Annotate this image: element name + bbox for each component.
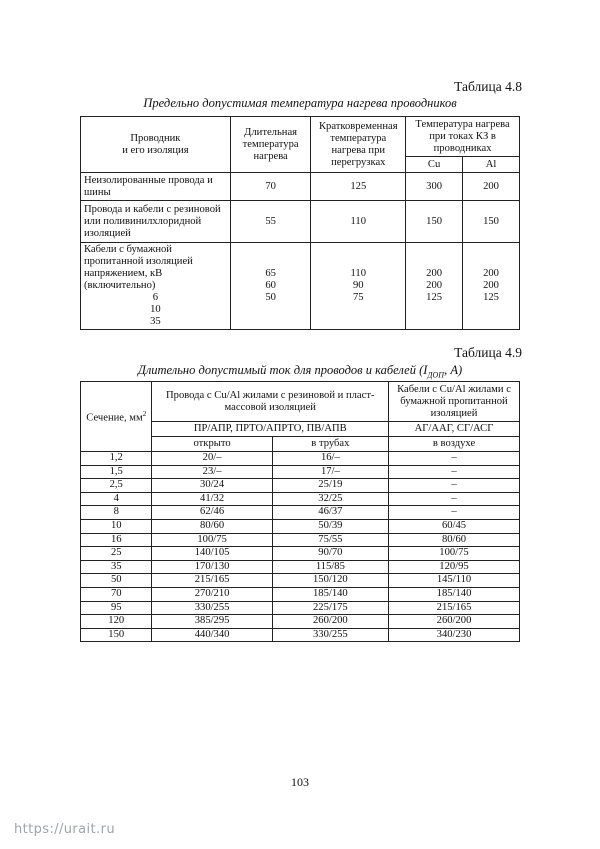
cell-section: 35 bbox=[81, 560, 152, 574]
paper-cont bbox=[230, 243, 311, 330]
header-section-text: Сечение, мм bbox=[86, 412, 143, 424]
table-row bbox=[81, 492, 520, 506]
cell-pipes: 17/– bbox=[272, 465, 388, 479]
row-cont: 55 bbox=[230, 201, 311, 243]
value: 60 bbox=[265, 280, 276, 291]
table-4-9-caption bbox=[80, 363, 520, 380]
value: 90 bbox=[352, 280, 364, 291]
cell-pipes: 46/37 bbox=[272, 506, 388, 520]
header-group-rubber: Провода с Cu/Al жилами с резиновой и пласт-массовой изоляцией bbox=[152, 382, 389, 422]
cell-air: 100/75 bbox=[389, 547, 520, 561]
header-brands-wires: ПР/АПР, ПРТО/АПРТО, ПВ/АПВ bbox=[152, 422, 389, 437]
cell-pipes: 75/55 bbox=[272, 533, 388, 547]
cell-air: 145/110 bbox=[389, 574, 520, 588]
table-row bbox=[81, 519, 520, 533]
header-air: в воздухе bbox=[389, 437, 520, 452]
caption-end: , А) bbox=[444, 363, 463, 377]
cell-air: 80/60 bbox=[389, 533, 520, 547]
table-row bbox=[81, 615, 520, 629]
row-cont: 70 bbox=[230, 173, 311, 201]
value: 110 bbox=[350, 268, 367, 279]
cell-open: 23/– bbox=[152, 465, 272, 479]
table-4-8-label: Таблица 4.8 bbox=[454, 79, 522, 94]
row-cu: 150 bbox=[406, 201, 463, 243]
cell-pipes: 90/70 bbox=[272, 547, 388, 561]
cell-section: 150 bbox=[81, 628, 152, 642]
cell-pipes: 32/25 bbox=[272, 492, 388, 506]
voltage-35: 35 bbox=[150, 316, 161, 327]
cell-air: – bbox=[389, 479, 520, 493]
header-conductor-line2: и его изоляция bbox=[122, 144, 189, 156]
header-cu: Cu bbox=[406, 157, 463, 173]
cell-section: 95 bbox=[81, 601, 152, 615]
cell-pipes: 330/255 bbox=[272, 628, 388, 642]
cell-pipes: 150/120 bbox=[272, 574, 388, 588]
voltage-10: 10 bbox=[150, 304, 161, 315]
cell-open: 330/255 bbox=[152, 601, 272, 615]
header-brands-cables: АГ/ААГ, СГ/АСГ bbox=[389, 422, 520, 437]
cell-section: 120 bbox=[81, 615, 152, 629]
header-section bbox=[81, 382, 152, 452]
cell-pipes: 115/85 bbox=[272, 560, 388, 574]
cell-open: 100/75 bbox=[152, 533, 272, 547]
header-conductor bbox=[81, 117, 231, 173]
table-row bbox=[81, 560, 520, 574]
header-short-temp: Кратковременная температура нагрева при перегрузках bbox=[311, 117, 406, 173]
paper-cu bbox=[406, 243, 463, 330]
paper-cables-cell bbox=[81, 243, 231, 330]
header-short-circuit-temp: Температура нагрева при токах КЗ в проводниках bbox=[406, 117, 520, 157]
cell-air: 340/230 bbox=[389, 628, 520, 642]
table-row bbox=[81, 547, 520, 561]
row-name: Неизолированные провода и шины bbox=[81, 173, 231, 201]
cell-air: 185/140 bbox=[389, 587, 520, 601]
cell-air: – bbox=[389, 465, 520, 479]
cell-pipes: 16/– bbox=[272, 452, 388, 466]
value: 75 bbox=[352, 292, 364, 303]
cell-open: 140/105 bbox=[152, 547, 272, 561]
header-pipes: в трубах bbox=[272, 437, 388, 452]
value: 50 bbox=[265, 292, 276, 303]
cell-open: 440/340 bbox=[152, 628, 272, 642]
row-name: Провода и кабели с резиновой или поливинилхлоридной изоляцией bbox=[81, 201, 231, 243]
cell-open: 80/60 bbox=[152, 519, 272, 533]
table-4-8-caption: Предельно допустимая температура нагрева проводников bbox=[143, 96, 457, 110]
table-row bbox=[81, 452, 520, 466]
cell-section: 16 bbox=[81, 533, 152, 547]
table-4-8 bbox=[80, 116, 520, 330]
cell-open: 170/130 bbox=[152, 560, 272, 574]
cell-open: 20/– bbox=[152, 452, 272, 466]
table-row bbox=[81, 479, 520, 493]
cell-open: 270/210 bbox=[152, 587, 272, 601]
cell-section: 4 bbox=[81, 492, 152, 506]
header-open: открыто bbox=[152, 437, 272, 452]
cell-open: 41/32 bbox=[152, 492, 272, 506]
cell-air: – bbox=[389, 492, 520, 506]
paper-short bbox=[311, 243, 406, 330]
cell-section: 70 bbox=[81, 587, 152, 601]
cell-section: 2,5 bbox=[81, 479, 152, 493]
table-row bbox=[81, 201, 520, 243]
table-row bbox=[81, 601, 520, 615]
value: 125 bbox=[483, 292, 499, 303]
cell-air: 120/95 bbox=[389, 560, 520, 574]
cell-air: 60/45 bbox=[389, 519, 520, 533]
value: 200 bbox=[426, 280, 443, 291]
cell-air: – bbox=[389, 452, 520, 466]
cell-section: 25 bbox=[81, 547, 152, 561]
table-row bbox=[81, 533, 520, 547]
cell-section: 10 bbox=[81, 519, 152, 533]
paper-al bbox=[463, 243, 520, 330]
header-section-sup: 2 bbox=[142, 410, 147, 419]
page-number: 103 bbox=[291, 775, 309, 789]
voltage-6: 6 bbox=[152, 292, 159, 303]
value: 200 bbox=[483, 268, 499, 279]
cell-air: 215/165 bbox=[389, 601, 520, 615]
table-4-9 bbox=[80, 381, 520, 642]
value: 65 bbox=[265, 268, 276, 279]
table-row bbox=[81, 173, 520, 201]
cell-open: 62/46 bbox=[152, 506, 272, 520]
cell-section: 1,5 bbox=[81, 465, 152, 479]
cell-pipes: 185/140 bbox=[272, 587, 388, 601]
cell-open: 30/24 bbox=[152, 479, 272, 493]
caption-text: Длительно допустимый ток для проводов и кабелей (I bbox=[137, 363, 428, 377]
cell-air: 260/200 bbox=[389, 615, 520, 629]
header-conductor-line1: Проводник bbox=[130, 132, 181, 144]
cell-pipes: 25/19 bbox=[272, 479, 388, 493]
table-row-paper-cables bbox=[81, 243, 520, 330]
cell-pipes: 260/200 bbox=[272, 615, 388, 629]
value: 200 bbox=[483, 280, 499, 291]
row-cu: 300 bbox=[406, 173, 463, 201]
cell-pipes: 225/175 bbox=[272, 601, 388, 615]
cell-section: 1,2 bbox=[81, 452, 152, 466]
cell-pipes: 50/39 bbox=[272, 519, 388, 533]
table-row bbox=[81, 506, 520, 520]
row-al: 200 bbox=[463, 173, 520, 201]
cell-section: 8 bbox=[81, 506, 152, 520]
value: 125 bbox=[426, 292, 443, 303]
value: 200 bbox=[426, 268, 443, 279]
cell-section: 50 bbox=[81, 574, 152, 588]
table-4-9-label: Таблица 4.9 bbox=[454, 345, 522, 360]
cell-air: – bbox=[389, 506, 520, 520]
caption-subscript: ДОП bbox=[427, 370, 445, 380]
row-short: 110 bbox=[311, 201, 406, 243]
header-al: Al bbox=[463, 157, 520, 173]
cell-open: 385/295 bbox=[152, 615, 272, 629]
table-row bbox=[81, 574, 520, 588]
table-row bbox=[81, 587, 520, 601]
header-continuous-temp: Длительная температура нагрева bbox=[230, 117, 311, 173]
header-group-paper: Кабели с Cu/Al жилами с бумажной пропитанной изоляцией bbox=[389, 382, 520, 422]
row-al: 150 bbox=[463, 201, 520, 243]
row-short: 125 bbox=[311, 173, 406, 201]
cell-open: 215/165 bbox=[152, 574, 272, 588]
watermark: https://urait.ru bbox=[14, 822, 115, 837]
table-row bbox=[81, 465, 520, 479]
table-row bbox=[81, 628, 520, 642]
paper-cables-name: Кабели с бумажной пропитанной изоляцией напряжением, кВ (включительно) bbox=[84, 244, 193, 291]
